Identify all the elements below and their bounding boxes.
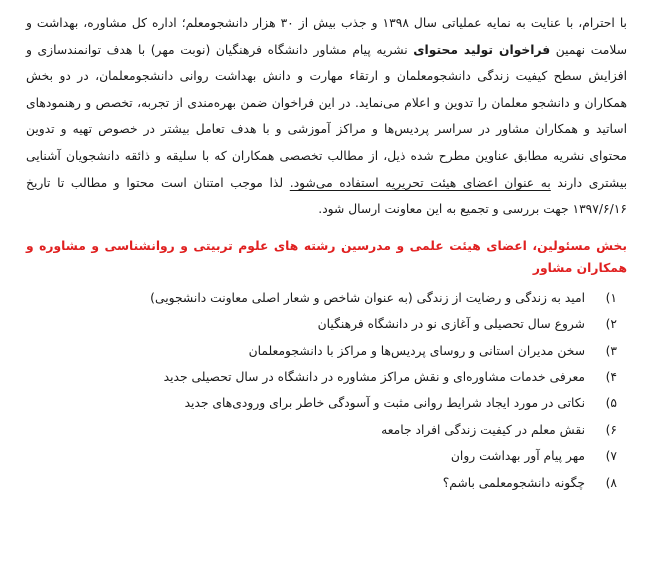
list-item-number: ۳) <box>605 343 617 358</box>
list-item <box>26 311 617 337</box>
list-item <box>26 285 617 311</box>
list-item-text: مهر پیام آور بهداشت روان <box>450 449 585 464</box>
list-item-number: ۴) <box>605 369 617 384</box>
list-item-number: ۸) <box>605 475 617 490</box>
list-item-number: ۷) <box>605 449 617 464</box>
list-item <box>26 417 617 443</box>
list-item-text: شروع سال تحصیلی و آغازی نو در دانشگاه فرهنگیان <box>317 317 585 332</box>
list-item-text: چگونه دانشجومعلمی باشم؟ <box>442 475 585 490</box>
intro-text-part1: با احترام، با عنایت به نمایه عملیاتی سال ۱۳۹۸ و جذب بیش از ۳۰ هزار دانشجومعلم؛ اداره کل مشاوره، بهداشت و سلامت نهمین <box>26 16 627 57</box>
intro-paragraph <box>26 10 627 223</box>
list-item-number: ۵) <box>605 396 617 411</box>
list-item-text: معرفی خدمات مشاوره‌ای و نقش مراکز مشاوره در دانشگاه در سال تحصیلی جدید <box>163 369 585 384</box>
list-item-text: امید به زندگی و رضایت از زندگی (به عنوان شاخص و شعار اصلی معاونت دانشجویی) <box>150 290 585 305</box>
list-item-text: سخن مدیران استانی و روسای پردیس‌ها و مراکز با دانشجومعلمان <box>248 343 585 358</box>
list-item-number: ۲) <box>605 317 617 332</box>
list-item <box>26 338 617 364</box>
list-item <box>26 390 617 416</box>
topic-list <box>26 285 627 496</box>
section-heading: بخش مسئولین، اعضای هیئت علمی و مدرسین رشته های علوم تربیتی و روانشناسی و مشاوره و همکاران مشاور <box>26 238 627 275</box>
intro-text-part2: نشریه پیام مشاور دانشگاه فرهنگیان (نوبت مهر) با هدف توانمندسازی و افزایش سطح کیفیت زندگی دانشجومعلمان و ارتقاء مهارت و دانش بهداشت روانی دانشجومعلمان، در دو بخش همکاران و دانشجو معلمان را تدوین و اعلام می‌نماید. در این فراخوان ضمن بهره‌مندی از تجربه، تخصص و رهنمودهای اساتید و همکاران مشاور در سراسر پردیس‌ها و مراکز آموزشی و با هدف تعامل بیشتر در خصوص تهیه و تدوین محتوای نشریه مطابق عناوین مطرح شده ذیل، از مطالب تخصصی همکاران که با سلیقه و ذائقه دانشجویان آشنایی بیشتری دارند <box>26 42 628 190</box>
intro-text-part3: لذا موجب امتنان است محتوا و مطالب تا تاریخ ۱۳۹۷/۶/۱۶ جهت بررسی و تجمیع به این معاونت ارسال شود. <box>26 175 627 217</box>
intro-bold-phrase: فراخوان تولید محتوای <box>413 42 551 57</box>
list-item <box>26 364 617 390</box>
intro-underlined-phrase: به عنوان اعضای هیئت تحریریه استفاده می‌شود. <box>289 175 551 190</box>
list-item-number: ۱) <box>605 290 617 305</box>
list-item <box>26 470 617 496</box>
list-item-text: نقش معلم در کیفیت زندگی افراد جامعه <box>381 422 585 437</box>
list-item-number: ۶) <box>605 422 617 437</box>
list-item-text: نکاتی در مورد ایجاد شرایط روانی مثبت و آسودگی خاطر برای ورودی‌های جدید <box>184 396 585 411</box>
list-item <box>26 443 617 469</box>
